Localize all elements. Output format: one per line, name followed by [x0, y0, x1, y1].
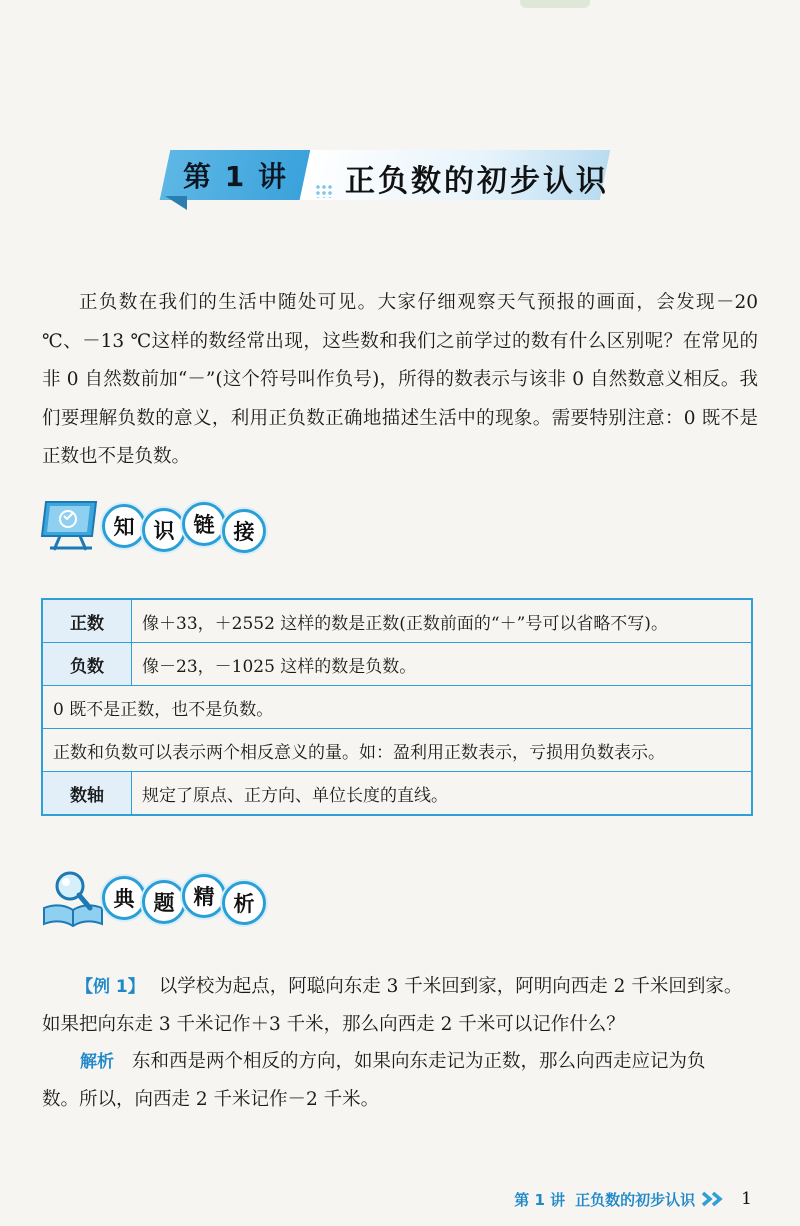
knowledge-title [102, 504, 262, 548]
row-header: 正数 [42, 599, 132, 643]
analysis-tag: 解析 [80, 1052, 114, 1072]
row-header: 数轴 [42, 772, 132, 816]
lesson-banner [155, 150, 625, 210]
title-char: 链 [182, 502, 226, 546]
table-row [42, 686, 752, 729]
top-edge-mark [520, 0, 590, 8]
row-text: 规定了原点、正方向、单位长度的直线。 [132, 772, 753, 816]
page-number: 1 [741, 1189, 752, 1209]
double-chevron-icon [701, 1191, 727, 1207]
knowledge-section-header [40, 496, 300, 560]
footer-lesson-number: 第 1 讲 [514, 1190, 566, 1209]
analysis-line: 数。所以，向西走 2 千米记作－2 千米。 [42, 1089, 380, 1110]
title-char: 识 [142, 508, 186, 552]
analysis-text: 东和西是两个相反的方向，如果向东走记为正数，那么向西走应记为负 [132, 1051, 706, 1072]
banner-fold [165, 196, 187, 210]
title-char: 典 [102, 876, 146, 920]
title-char: 精 [182, 874, 226, 918]
intro-text [42, 284, 758, 477]
intro-paragraph: 正负数在我们的生活中随处可见。大家仔细观察天气预报的画面，会发现－20 ℃、－13 ℃这样的数经常出现，这些数和我们之前学过的数有什么区别呢？在常见的非 0 自然数前加“－”(这个符号叫作负号)，所得的数表示与该非 0 自然数意义相反。我们要理解负数的意义，利用正负数正确地描述生活中的现象。需要特别注意：0 既不是正数也不是负数。 [42, 292, 758, 467]
example-tag: 【例 1】 [76, 977, 145, 997]
question-text: 以学校为起点，阿聪向东走 3 千米回到家，阿明向西走 2 千米回到家。 [158, 976, 743, 997]
table-row [42, 599, 752, 643]
example-question-line: 如果把向东走 3 千米记作＋3 千米，那么向西走 2 千米可以记作什么？ [42, 1014, 625, 1035]
example-question-line [42, 968, 758, 1006]
magnifier-book-icon [40, 868, 106, 928]
page-footer [514, 1186, 752, 1212]
analysis-line [42, 1043, 758, 1081]
knowledge-table [41, 598, 753, 816]
footer-title: 正负数的初步认识 [575, 1190, 696, 1209]
dot-pattern [315, 184, 333, 198]
title-char: 知 [102, 504, 146, 548]
table-row [42, 772, 752, 816]
row-text: 正数和负数可以表示两个相反意义的量。如：盈利用正数表示，亏损用负数表示。 [42, 729, 752, 772]
examples-title [102, 876, 262, 920]
page-title: 正负数的初步认识 [345, 164, 609, 199]
table-row [42, 643, 752, 686]
row-text: 像＋33，＋2552 这样的数是正数(正数前面的“＋”号可以省略不写)。 [132, 599, 753, 643]
title-char: 析 [222, 881, 266, 925]
example-1 [42, 968, 758, 1118]
row-text: 像－23，－1025 这样的数是负数。 [132, 643, 753, 686]
blackboard-icon [40, 496, 102, 552]
lesson-number-tab [160, 150, 311, 200]
examples-section-header [40, 868, 300, 932]
row-text: 0 既不是正数，也不是负数。 [42, 686, 752, 729]
row-header: 负数 [42, 643, 132, 686]
lesson-number: 第 1 讲 [182, 160, 288, 193]
title-char: 接 [222, 509, 266, 553]
title-char: 题 [142, 880, 186, 924]
table-row [42, 729, 752, 772]
